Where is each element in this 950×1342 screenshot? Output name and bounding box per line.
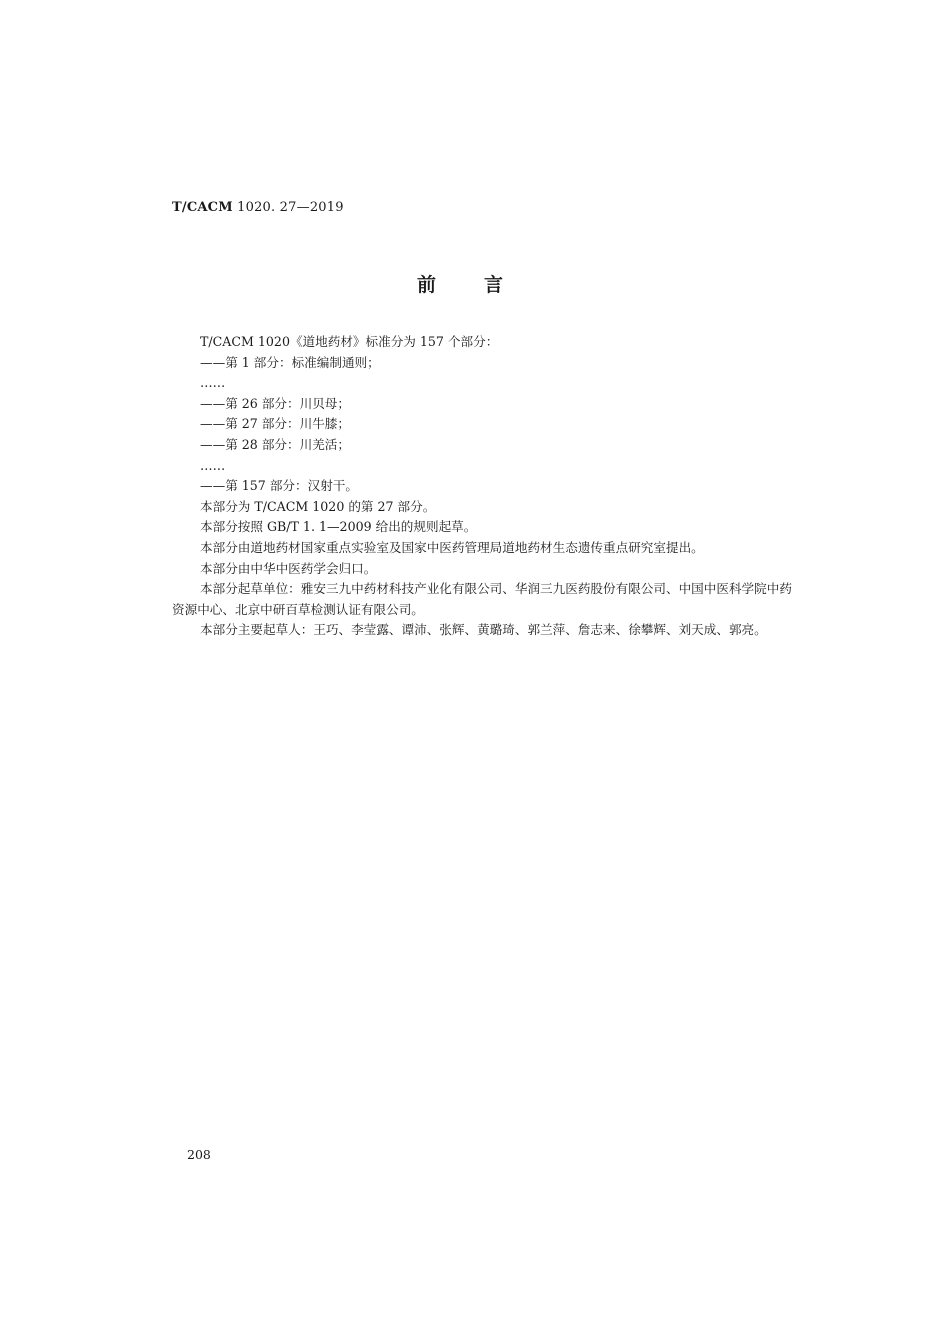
body-text (172, 332, 802, 641)
paragraph: 本部分按照 GB/T 1. 1—2009 给出的规则起草。 (200, 519, 477, 535)
standard-code-prefix: T/CACM (172, 200, 233, 215)
paragraph: ——第 27 部分：川牛膝； (200, 416, 350, 432)
standard-code-number: 1020. 27—2019 (232, 200, 344, 215)
paragraph: 本部分由道地药材国家重点实验室及国家中医药管理局道地药材生态遗传重点研究室提出。 (200, 539, 704, 555)
paragraph: ——第 1 部分：标准编制通则； (200, 354, 380, 370)
page-title: 前言 (416, 274, 551, 296)
paragraph: …… (200, 457, 226, 473)
page-number: 208 (187, 1147, 211, 1162)
paragraph: …… (200, 375, 226, 391)
paragraph: 本部分起草单位：雅安三九中药材科技产业化有限公司、华润三九医药股份有限公司、中国中医科学院中药资源中心、北京中研百草检测认证有限公司。 (172, 581, 792, 617)
paragraph: 本部分主要起草人：王巧、李莹露、谭沛、张辉、黄璐琦、郭兰萍、詹志来、徐攀辉、刘天成、郭亮。 (200, 622, 767, 638)
paragraph: ——第 28 部分：川羌活； (200, 436, 350, 452)
paragraph: 本部分由中华中医药学会归口。 (200, 560, 377, 576)
paragraph: ——第 157 部分：汉射干。 (200, 478, 358, 494)
paragraph: ——第 26 部分：川贝母； (200, 395, 350, 411)
paragraph: 本部分为 T/CACM 1020 的第 27 部分。 (200, 498, 436, 514)
standard-code (172, 200, 344, 215)
paragraph: T/CACM 1020《道地药材》标准分为 157 个部分： (200, 334, 499, 349)
